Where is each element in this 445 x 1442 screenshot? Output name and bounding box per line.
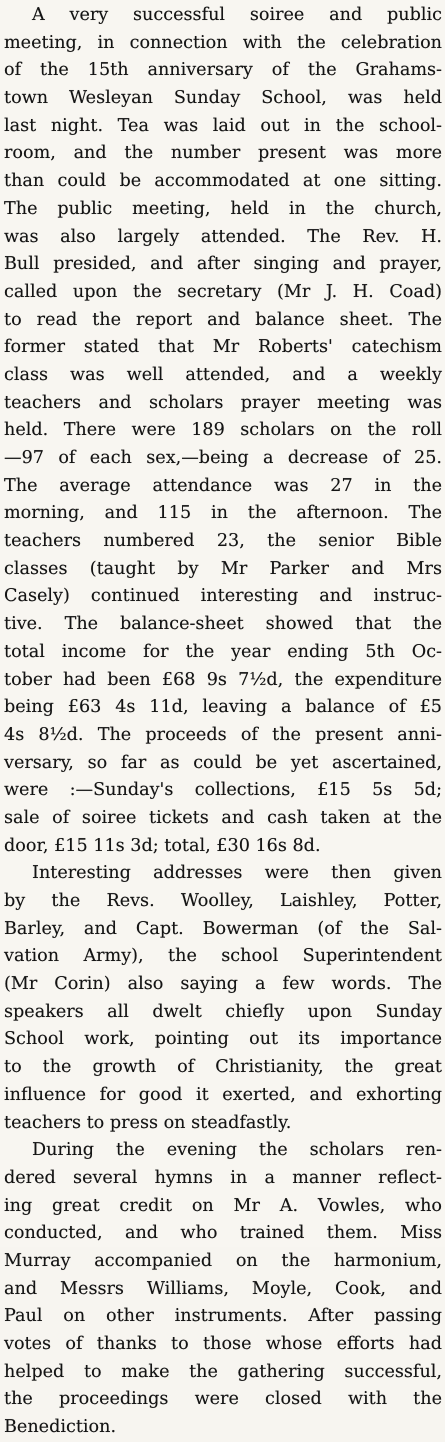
- text-line: Bull presided, and after singing and prayer,: [4, 254, 442, 275]
- text-line: Murray accompanied on the harmonium,: [4, 1250, 442, 1271]
- text-line: total income for the year ending 5th Oc-: [4, 641, 442, 662]
- text-line: called upon the secretary (Mr J. H. Coad): [4, 281, 442, 302]
- text-line: to the growth of Christianity, the great: [4, 1057, 442, 1078]
- text-line: vation Army), the school Superintendent: [4, 946, 442, 967]
- text-line: room, and the number present was more: [4, 143, 442, 164]
- text-line: classes (taught by Mr Parker and Mrs: [4, 558, 442, 579]
- text-line: held. There were 189 scholars on the roll: [4, 420, 442, 441]
- text-line: helped to make the gathering successful,: [4, 1361, 442, 1382]
- text-line: —97 of each sex,—being a decrease of 25.: [4, 448, 442, 468]
- text-line: last night. Tea was laid out in the school-: [4, 115, 442, 136]
- text-line: town Wesleyan Sunday School, was held: [4, 88, 442, 109]
- text-line: School work, pointing out its importance: [4, 1029, 442, 1050]
- text-line: to read the report and balance sheet. The: [4, 309, 442, 330]
- text-line: 4s 8½d. The proceeds of the present anni-: [4, 724, 442, 745]
- article-paragraph: [4, 2, 442, 860]
- text-line: sale of soiree tickets and cash taken at the: [4, 807, 442, 828]
- text-line: former stated that Mr Roberts' catechism: [4, 337, 442, 358]
- text-line: class was well attended, and a weekly: [4, 364, 442, 385]
- text-line: than could be accommodated at one sitting.: [4, 171, 442, 192]
- text-line: influence for good it exerted, and exhorting: [4, 1084, 442, 1105]
- text-line: Paul on other instruments. After passing: [4, 1306, 442, 1327]
- text-line: morning, and 115 in the afternoon. The: [4, 503, 442, 524]
- text-line: During the evening the scholars ren-: [32, 1140, 442, 1161]
- text-line: votes of thanks to those whose efforts had: [4, 1334, 442, 1354]
- text-line: Interesting addresses were then given: [32, 863, 442, 884]
- article-paragraph: [4, 860, 442, 1137]
- text-line: (Mr Corin) also saying a few words. The: [4, 974, 442, 995]
- text-line: The average attendance was 27 in the: [4, 475, 442, 496]
- text-line: door, £15 11s 3d; total, £30 16s 8d.: [4, 835, 321, 856]
- text-line: being £63 4s 11d, leaving a balance of £5: [4, 697, 442, 718]
- text-line: teachers to press on steadfastly.: [4, 1112, 292, 1133]
- text-line: A very successful soiree and public: [32, 5, 442, 25]
- text-line: of the 15th anniversary of the Grahams-: [4, 60, 442, 81]
- text-line: was also largely attended. The Rev. H.: [4, 226, 442, 247]
- text-line: tive. The balance-sheet showed that the: [4, 614, 442, 635]
- text-line: conducted, and who trained them. Miss: [4, 1223, 442, 1244]
- text-line: dered several hymns in a manner reflect-: [4, 1167, 442, 1188]
- text-line: teachers and scholars prayer meeting was: [4, 392, 442, 413]
- text-line: Benediction.: [4, 1417, 117, 1438]
- text-line: The public meeting, held in the church,: [4, 198, 442, 219]
- text-line: versary, so far as could be yet ascertained,: [4, 752, 442, 773]
- article-paragraph: [4, 1137, 442, 1442]
- text-line: tober had been £68 9s 7½d, the expenditure: [4, 669, 442, 690]
- text-line: Barley, and Capt. Bowerman (of the Sal-: [4, 918, 442, 939]
- text-line: by the Revs. Woolley, Laishley, Potter,: [4, 891, 442, 911]
- text-line: were :—Sunday's collections, £15 5s 5d;: [4, 780, 442, 801]
- text-line: teachers numbered 23, the senior Bible: [4, 531, 442, 552]
- text-line: speakers all dwelt chiefly upon Sunday: [4, 1001, 442, 1022]
- article-body: [4, 2, 442, 1442]
- text-line: the proceedings were closed with the: [4, 1389, 442, 1410]
- text-line: ing great credit on Mr A. Vowles, who: [4, 1195, 442, 1216]
- text-line: and Messrs Williams, Moyle, Cook, and: [4, 1278, 442, 1299]
- text-line: meeting, in connection with the celebration: [4, 32, 442, 53]
- text-line: Casely) continued interesting and instruc-: [4, 586, 442, 607]
